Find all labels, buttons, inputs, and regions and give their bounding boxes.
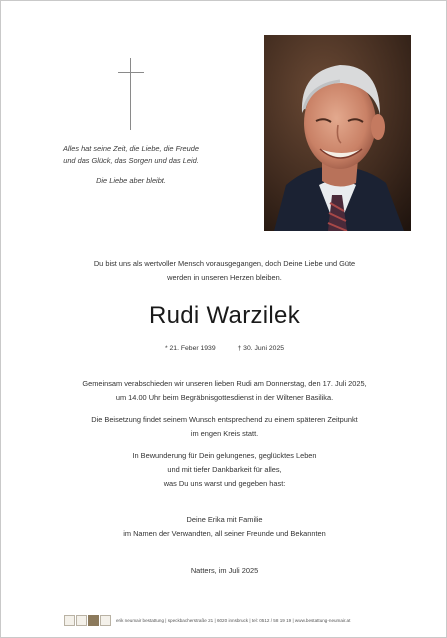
footer-logo-square bbox=[64, 615, 75, 626]
quote-line: Alles hat seine Zeit, die Liebe, die Freude bbox=[63, 144, 199, 153]
intro-line: werden in unseren Herzen bleiben. bbox=[167, 273, 282, 282]
burial-info bbox=[41, 413, 408, 441]
burial-line: Die Beisetzung findet seinem Wunsch entsprechend zu einem späteren Zeitpunkt bbox=[91, 415, 358, 424]
signature-line: Deine Erika mit Familie bbox=[186, 515, 263, 524]
quote-line: und das Glück, das Sorgen und das Leid. bbox=[63, 155, 199, 165]
funeral-line: um 14.00 Uhr beim Begräbnisgottesdienst in der Wiltener Basilika. bbox=[115, 392, 334, 402]
quote-block bbox=[41, 143, 221, 187]
place-date: Natters, im Juli 2025 bbox=[190, 566, 259, 575]
funeral-info bbox=[41, 377, 408, 405]
cross-icon bbox=[118, 58, 144, 130]
tribute-line: was Du uns warst und gegeben hast: bbox=[163, 478, 286, 488]
death-date: † 30. Juni 2025 bbox=[237, 345, 284, 352]
footer-logo-square bbox=[88, 615, 99, 626]
intro-text bbox=[41, 257, 408, 285]
footer-logo-square bbox=[76, 615, 87, 626]
tribute-line: In Bewunderung für Dein gelungenes, geglücktes Leben bbox=[132, 451, 317, 460]
burial-line: im engen Kreis statt. bbox=[190, 428, 259, 438]
signature-block bbox=[41, 513, 408, 541]
deceased-name: Rudi Warzilek bbox=[148, 302, 301, 329]
tribute-text bbox=[41, 449, 408, 490]
funeral-home-footer bbox=[64, 615, 384, 627]
intro-line: Du bist uns als wertvoller Mensch vorausgegangen, doch Deine Liebe und Güte bbox=[93, 259, 356, 268]
birth-date: * 21. Feber 1939 bbox=[164, 345, 216, 352]
portrait-photo bbox=[264, 35, 411, 231]
life-dates bbox=[41, 345, 408, 352]
tribute-line: und mit tiefer Dankbarkeit für alles, bbox=[167, 464, 282, 474]
quote-line: Die Liebe aber bleibt. bbox=[96, 176, 166, 185]
footer-logo-square bbox=[100, 615, 111, 626]
signature-line: im Namen der Verwandten, all seiner Freunde und Bekannten bbox=[123, 528, 326, 538]
footer-text: erik neumair bestattung | speckbacherstraße 21 | 6020 innsbruck | tel: 0512 / 58 19 19 | www.bestattung-neumair.at bbox=[116, 618, 351, 623]
funeral-line: Gemeinsam verabschieden wir unseren lieben Rudi am Donnerstag, den 17. Juli 2025, bbox=[82, 379, 367, 388]
